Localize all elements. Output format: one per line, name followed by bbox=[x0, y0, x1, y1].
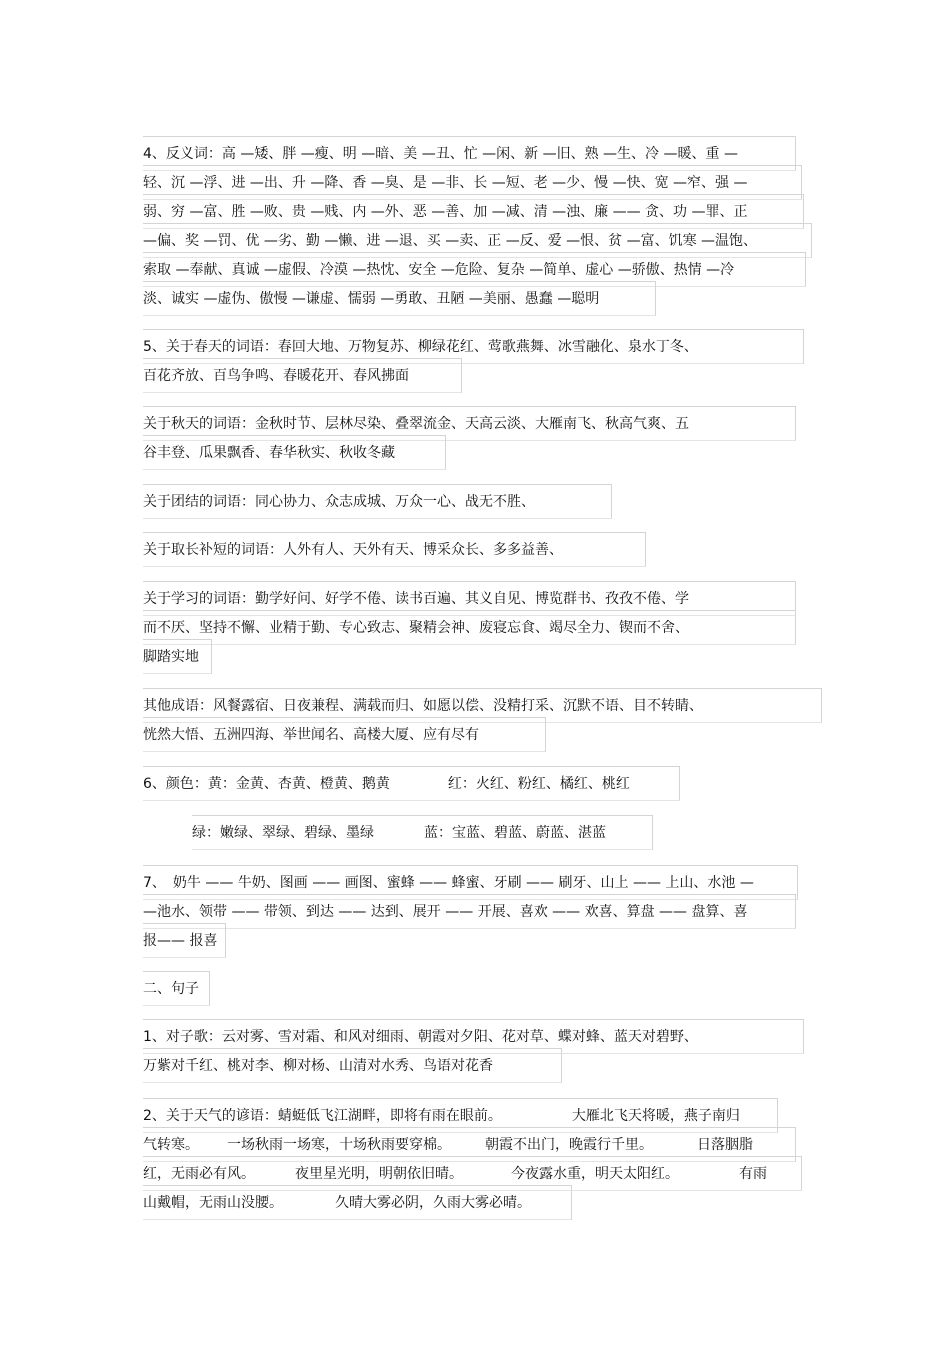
antonyms-line: —偏、奖 —罚、优 —劣、勤 —懒、进 —退、买 —卖、正 —反、爱 —恨、贫 —富、饥寒 —温饱、 bbox=[143, 227, 757, 256]
colors-line bbox=[192, 819, 606, 848]
red-colors: 红：火红、粉红、橘红、桃红 bbox=[447, 776, 630, 792]
spring-words-line: 5、关于春天的词语：春回大地、万物复苏、柳绿花红、莺歌燕舞、冰雪融化、泉水丁冬、 bbox=[143, 333, 698, 362]
spring-words-section bbox=[143, 333, 698, 391]
study-words-line: 而不厌、坚持不懈、业精于勤、专心致志、聚精会神、废寝忘食、竭尽全力、锲而不舍、 bbox=[143, 614, 689, 643]
sentences-heading-section bbox=[143, 975, 199, 1004]
spring-words-line: 百花齐放、百鸟争鸣、春暖花开、春风拂面 bbox=[143, 362, 698, 391]
couplets-line: 1、对子歌：云对雾、雪对霜、和风对细雨、朝霞对夕阳、花对草、蝶对蜂、蓝天对碧野、 bbox=[143, 1023, 698, 1052]
study-words-line: 脚踏实地 bbox=[143, 643, 689, 672]
colors-line bbox=[143, 770, 630, 799]
antonyms-line: 索取 —奉献、真诚 —虚假、冷漠 —热忱、安全 —危险、复杂 —简单、虚心 —骄傲、热情 —冷 bbox=[143, 256, 757, 285]
strengths-words-line: 关于取长补短的词语：人外有人、天外有天、博采众长、多多益善、 bbox=[143, 536, 563, 565]
autumn-words-line: 关于秋天的词语：金秋时节、层林尽染、叠翠流金、天高云淡、大雁南飞、秋高气爽、五 bbox=[143, 410, 689, 439]
idioms-line: 恍然大悟、五洲四海、举世闻名、高楼大厦、应有尽有 bbox=[143, 721, 703, 750]
study-words-section bbox=[143, 585, 689, 672]
weather-proverbs-section bbox=[143, 1102, 767, 1218]
green-colors: 绿：嫩绿、翠绿、碧绿、墨绿 bbox=[192, 825, 374, 841]
autumn-words-line: 谷丰登、瓜果飘香、春华秋实、秋收冬藏 bbox=[143, 439, 689, 468]
word-pairs-line: 报—— 报喜 bbox=[143, 927, 754, 956]
antonyms-line: 淡、诚实 —虚伪、傲慢 —谦虚、懦弱 —勇敢、丑陋 —美丽、愚蠢 —聪明 bbox=[143, 285, 757, 314]
word-pairs-line: 7、 奶牛 —— 牛奶、图画 —— 画图、蜜蜂 —— 蜂蜜、牙刷 —— 刷牙、山上 —— 上山、水池 — bbox=[143, 869, 754, 898]
weather-proverbs-line: 2、关于天气的谚语：蜻蜓低飞江湖畔，即将有雨在眼前。 大雁北飞天将暖，燕子南归 bbox=[143, 1102, 767, 1131]
blue-colors: 蓝：宝蓝、碧蓝、蔚蓝、湛蓝 bbox=[424, 825, 606, 841]
antonyms-line: 4、反义词：高 —矮、胖 —瘦、明 —暗、美 —丑、忙 —闲、新 —旧、熟 —生、冷 —暖、重 — bbox=[143, 140, 757, 169]
idioms-line: 其他成语：风餐露宿、日夜兼程、满载而归、如愿以偿、没精打采、沉默不语、目不转睛、 bbox=[143, 692, 703, 721]
antonyms-line: 轻、沉 —浮、进 —出、升 —降、香 —臭、是 —非、长 —短、老 —少、慢 —快、宽 —窄、强 — bbox=[143, 169, 757, 198]
unity-words-line: 关于团结的词语：同心协力、众志成城、万众一心、战无不胜、 bbox=[143, 488, 535, 517]
strengths-words-section bbox=[143, 536, 563, 565]
colors-section bbox=[143, 770, 630, 799]
unity-words-section bbox=[143, 488, 535, 517]
yellow-colors: 6、颜色：黄：金黄、杏黄、橙黄、鹅黄 bbox=[143, 776, 390, 792]
weather-proverbs-line: 山戴帽，无雨山没腰。 久晴大雾必阴，久雨大雾必晴。 bbox=[143, 1189, 767, 1218]
antonyms-line: 弱、穷 —富、胜 —败、贵 —贱、内 —外、恶 —善、加 —减、清 —浊、廉 —— 贪、功 —罪、正 bbox=[143, 198, 757, 227]
study-words-line: 关于学习的词语：勤学好问、好学不倦、读书百遍、其义自见、博览群书、孜孜不倦、学 bbox=[143, 585, 689, 614]
couplets-section bbox=[143, 1023, 698, 1081]
idioms-section bbox=[143, 692, 703, 750]
couplets-line: 万紫对千红、桃对李、柳对杨、山清对水秀、鸟语对花香 bbox=[143, 1052, 698, 1081]
autumn-words-section bbox=[143, 410, 689, 468]
sentences-heading: 二、句子 bbox=[143, 975, 199, 1004]
antonyms-section bbox=[143, 140, 757, 314]
weather-proverbs-line: 气转寒。 一场秋雨一场寒，十场秋雨要穿棉。 朝霞不出门，晚霞行千里。 日落胭脂 bbox=[143, 1131, 767, 1160]
word-pairs-line: —池水、领带 —— 带领、到达 —— 达到、展开 —— 开展、喜欢 —— 欢喜、算盘 —— 盘算、喜 bbox=[143, 898, 754, 927]
weather-proverbs-line: 红，无雨必有风。 夜里星光明，明朝依旧晴。 今夜露水重，明天太阳红。 有雨 bbox=[143, 1160, 767, 1189]
word-pairs-section bbox=[143, 869, 754, 956]
colors-section-2 bbox=[192, 819, 606, 848]
